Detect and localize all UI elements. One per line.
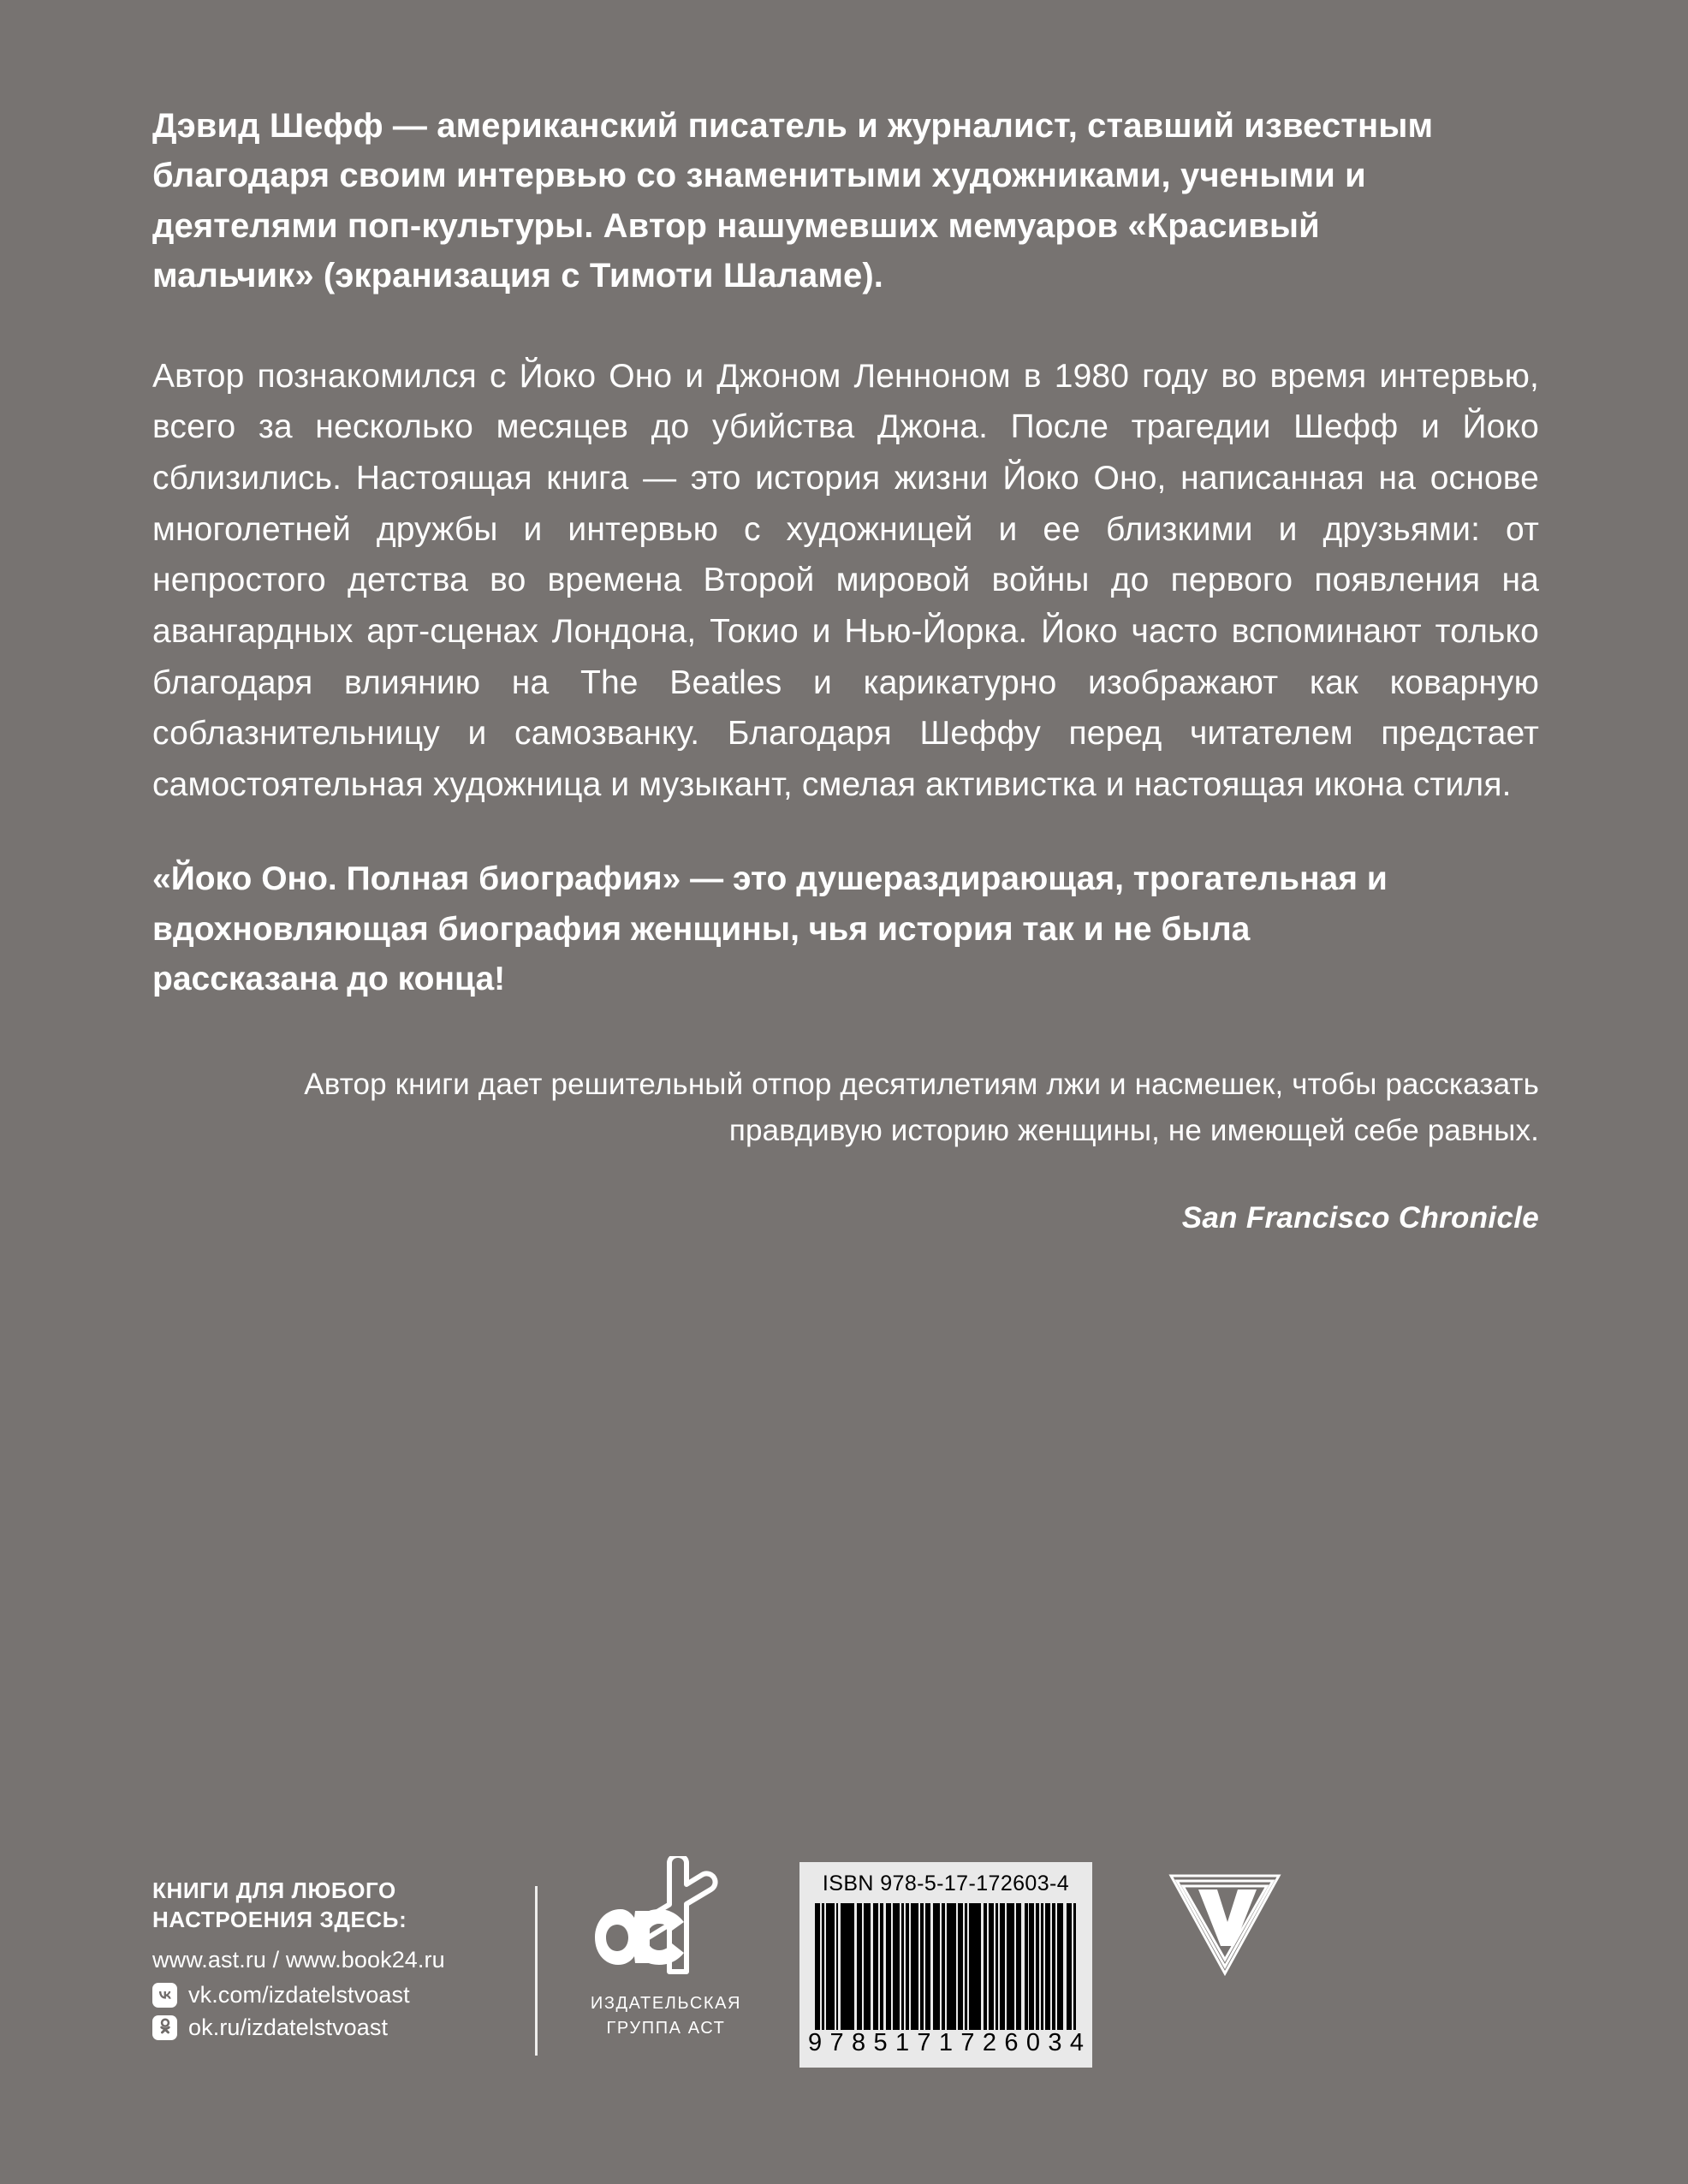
triangle-v-icon [1161,1862,1289,1991]
footer [0,1841,1688,2123]
promo-heading [152,1877,495,1935]
barcode-digit: 2 [982,2029,997,2056]
blurb-content [152,101,1539,1242]
review-quote-source: San Francisco Chronicle [1181,1201,1539,1235]
social-link-odnoklassniki[interactable] [152,2014,495,2041]
barcode-digit: 6 [1004,2029,1019,2056]
barcode-digit: 7 [960,2029,975,2056]
publisher-caption-line-2: ГРУППА АСТ [606,2019,726,2038]
isbn-text: ISBN 978-5-17-172603-4 [822,1872,1070,1895]
barcode-bar [1007,1903,1015,2030]
promo-links-block [152,1877,495,2047]
barcode-bar [1057,1903,1064,2030]
barcode-digit: 1 [895,2029,910,2056]
highlight-paragraph: «Йоко Оно. Полная биография» — это душераздирающая, трогательная и вдохновляющая биография женщины, чья история так и не была рассказана до конца! [152,860,1388,998]
barcode-bar [969,1903,980,2030]
social-link-vk[interactable] [152,1982,495,2008]
ast-logo-icon [580,1856,752,1983]
barcode-bar [933,1903,940,2030]
barcode-digit: 3 [1048,2029,1062,2056]
barcode-digits [808,2029,1084,2057]
social-label-vk: vk.com/izdatelstvoast [188,1981,410,2008]
footer-divider [535,1886,538,2056]
social-label-odnoklassniki: ok.ru/izdatelstvoast [188,2014,389,2040]
promo-heading-line-2: НАСТРОЕНИЯ ЗДЕСЬ: [152,1906,407,1932]
publisher-caption [572,1991,760,2041]
barcode-digit: 7 [917,2029,931,2056]
odnoklassniki-icon [152,2015,177,2040]
book-description-paragraph: Автор познакомился с Йоко Оно и Джоном Ленноном в 1980 году во время интервью, всего за несколько месяцев до убийства Джона. После трагедии Шефф и Йоко сблизились. Настоящая книга — это история жизни Йоко Оно, написанная на основе многолетней дружбы и интервью с художницей и ее близкими и друзьями: от непростого детства во времена Второй мировой войны до первого появления на авангардных арт-сценах Лондона, Токио и Нью-Йорка. Йоко часто вспоминают только благодаря влиянию на The Beatles и карикатурно изображают как коварную соблазнительницу и самозванку. Благодаря Шеффу перед читателем предстает самостоятельная художница и музыкант, смелая активистка и настоящая икона стиля. [152,357,1539,803]
barcode-digit: 1 [938,2029,954,2056]
barcode-digit: 5 [873,2029,888,2056]
barcode-bars [815,1903,1077,2030]
vk-icon [152,1983,177,2008]
review-quote-text: Автор книги дает решительный отпор десятилетиям лжи и насмешек, чтобы рассказать правдивую историю женщины, не имеющей себе равных. [304,1067,1539,1148]
barcode-bar [841,1903,853,2030]
barcode-bar [826,1903,835,2030]
barcode-digit: 9 [808,2029,823,2056]
author-intro-paragraph: Дэвид Шефф — американский писатель и журналист, ставший известным благодаря своим интервью со знаменитыми художниками, учеными и деятелями поп-культуры. Автор нашумевших мемуаров «Красивый мальчик» (экранизация с Тимоти Шаламе). [152,107,1434,295]
barcode-digit: 0 [1025,2029,1040,2056]
publisher-logo-block [572,1856,760,2041]
review-quote-block [152,1062,1539,1242]
barcode-bar [1073,1903,1077,2030]
barcode-digit: 4 [1069,2029,1084,2056]
barcode-bar [893,1903,900,2030]
barcode-digit: 8 [851,2029,866,2056]
barcode-digit: 7 [829,2029,844,2056]
publisher-caption-line-1: ИЗДАТЕЛЬСКАЯ [590,1994,742,2013]
promo-heading-line-1: КНИГИ ДЛЯ ЛЮБОГО [152,1878,396,1903]
barcode [799,1862,1092,2068]
website-link[interactable]: www.ast.ru / www.book24.ru [152,1946,445,1973]
barcode-bar [864,1903,871,2030]
barcode-bar [911,1903,919,2030]
barcode-bar [947,1903,956,2030]
